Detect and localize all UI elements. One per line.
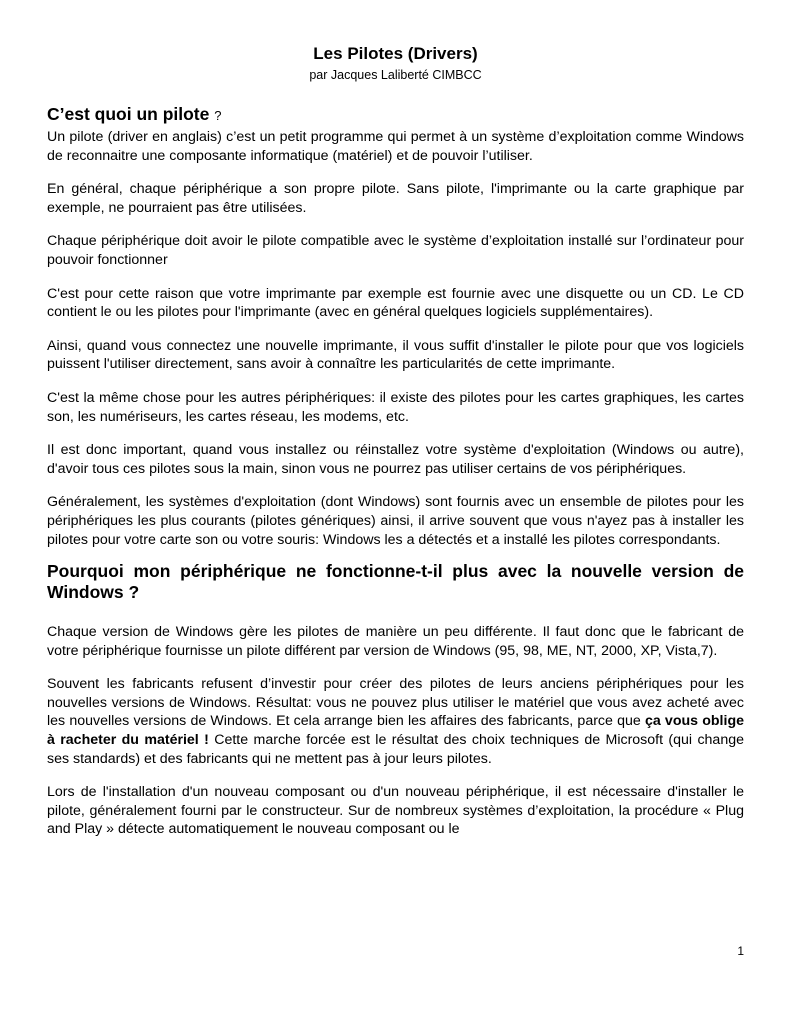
- paragraph: Chaque version de Windows gère les pilotes de manière un peu différente. Il faut donc que le fabricant de votre périphérique fournisse un pilote différent par version de Windows (95, 98, ME, NT, 2000, XP, Vista,7).: [47, 624, 744, 659]
- paragraph-manufacturers: [47, 675, 744, 768]
- paragraph: En général, chaque périphérique a son propre pilote. Sans pilote, l'imprimante ou la carte graphique par exemple, ne pourraient pas être utilisées.: [47, 181, 744, 216]
- document-author: par Jacques Laliberté CIMBCC: [309, 68, 482, 82]
- document-title: Les Pilotes (Drivers): [313, 44, 478, 63]
- paragraph: Ainsi, quand vous connectez une nouvelle imprimante, il vous suffit d'installer le pilote pour que vos logiciels puissent l'utiliser directement, sans avoir à connaître les particularités de cette imprimante.: [47, 337, 744, 373]
- page-number: 1: [737, 944, 744, 958]
- paragraph: Lors de l'installation d'un nouveau composant ou d'un nouveau périphérique, il est nécessaire d'installer le pilote, généralement fourni par le constructeur. Sur de nombreux systèmes d’exploitation, la procédure « Plug and Play » détecte automatiquement le nouveau composant ou le: [47, 784, 744, 838]
- paragraph: C'est la même chose pour les autres périphériques: il existe des pilotes pour les cartes graphiques, les cartes son, les numériseurs, les cartes réseau, les modems, etc.: [47, 389, 744, 425]
- paragraph: Généralement, les systèmes d'exploitation (dont Windows) sont fournis avec un ensemble de pilotes pour les périphériques les plus courants (pilotes génériques) ainsi, il arrive souvent que vous n'ayez pas à installer les pilotes pour votre carte son ou votre souris: Windows les a détectés et a installé les pilotes correspondants.: [47, 494, 744, 548]
- document-body: [47, 104, 744, 854]
- section-heading-question-mark: ?: [214, 108, 222, 123]
- paragraph-text: Cette marche forcée est le résultat des choix techniques de Microsoft (qui change ses standards) et des fabricants qui ne mettent pas à jour leurs pilotes.: [47, 732, 744, 767]
- paragraph: C'est pour cette raison que votre imprimante par exemple est fournie avec une disquette ou un CD. Le CD contient le ou les pilotes pour l'imprimante (avec en général quelques logiciels supplémentaires).: [47, 285, 744, 321]
- paragraph-text: Souvent les fabricants refusent d’investir pour créer des pilotes de leurs anciens périphériques pour les nouvelles versions de Windows. Résultat: vous ne pouvez plus utiliser le matériel que vous avez acheté avec les nouvelles versions de Windows. Et cela arrange bien les affaires des fabricants, parce que: [47, 676, 744, 730]
- section-heading-what-is-driver: [47, 104, 744, 126]
- emphasis-text: ça vous oblige à racheter du matériel !: [47, 713, 744, 749]
- section-heading-why-not-working: Pourquoi mon périphérique ne fonctionne-t-il plus avec la nouvelle version de Windows ?: [47, 561, 744, 603]
- paragraph: Chaque périphérique doit avoir le pilote compatible avec le système d’exploitation installé sur l’ordinateur pour pouvoir fonctionner: [47, 233, 744, 268]
- paragraph: Un pilote (driver en anglais) c’est un petit programme qui permet à un système d’exploitation comme Windows de reconnaitre une composante informatique (matériel) et de pouvoir l’utiliser.: [47, 129, 744, 164]
- section-heading-text: C’est quoi un pilote: [47, 104, 210, 124]
- paragraph: Il est donc important, quand vous installez ou réinstallez votre système d'exploitation (Windows ou autre), d'avoir tous ces pilotes sous la main, sinon vous ne pourrez pas utiliser certains de vos périphériques.: [47, 442, 744, 477]
